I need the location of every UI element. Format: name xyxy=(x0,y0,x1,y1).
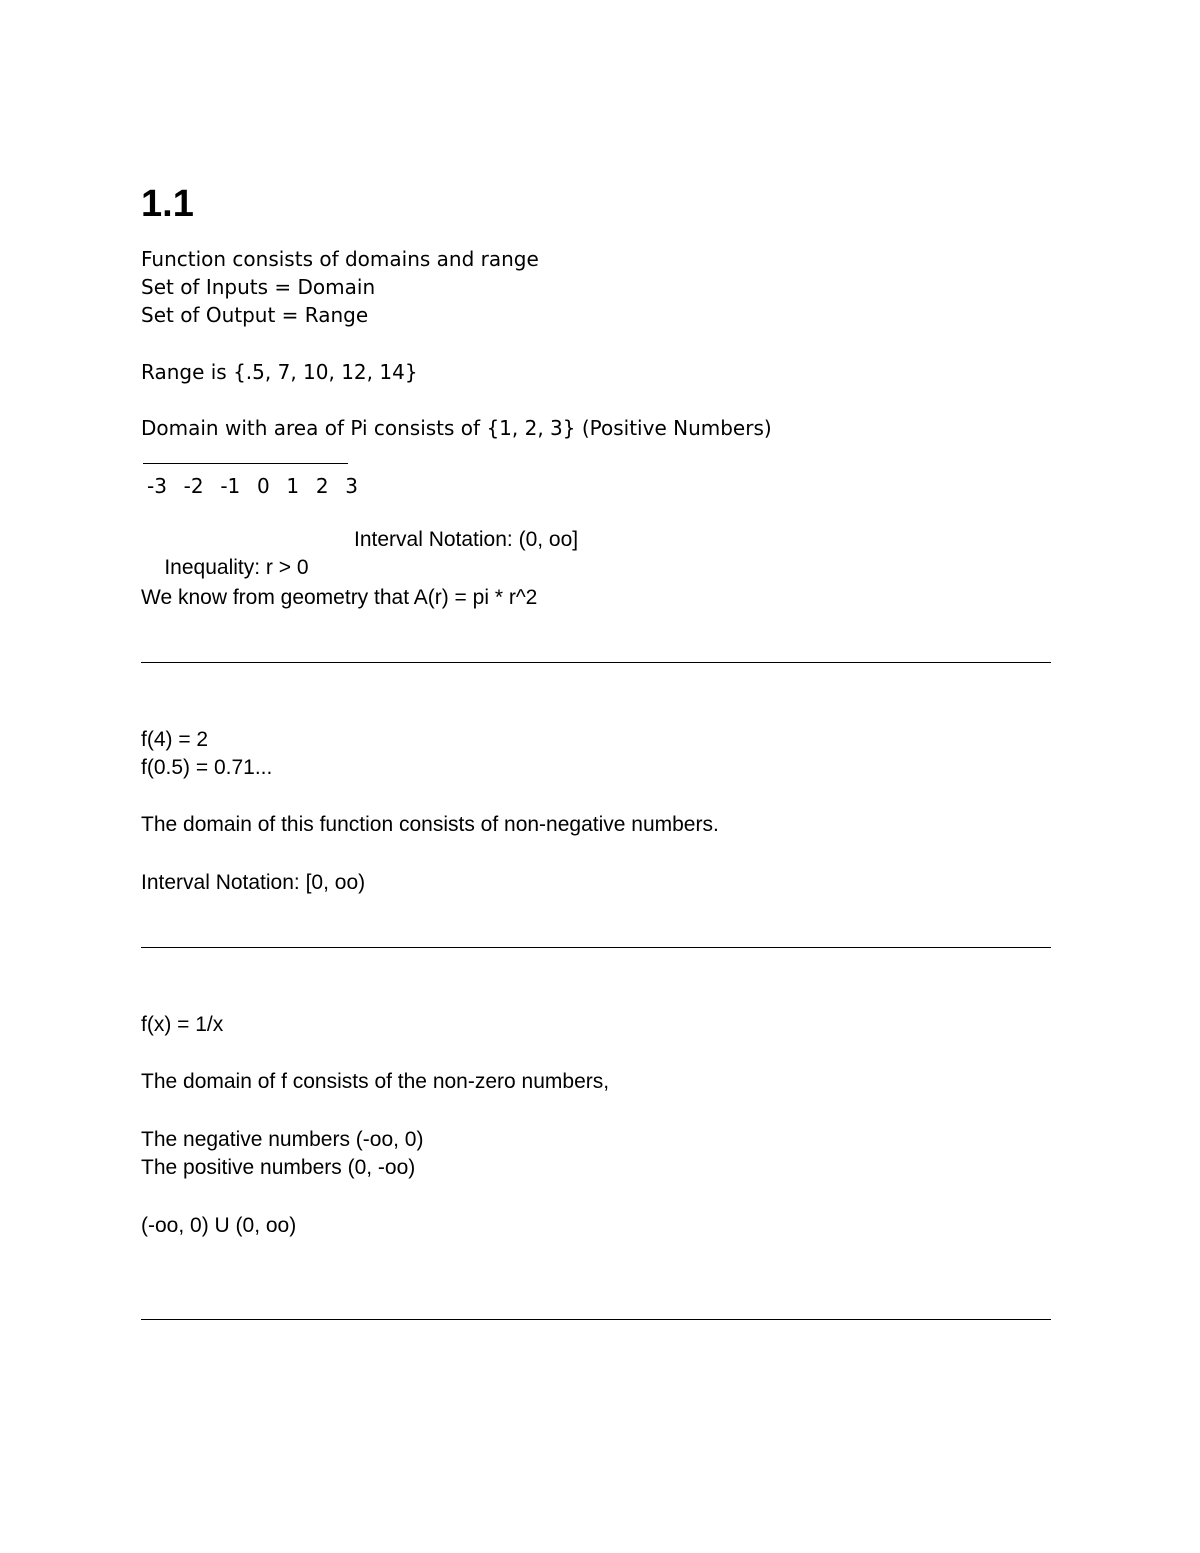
definition-line-1: Function consists of domains and range xyxy=(141,247,539,271)
definition-line-2: Set of Inputs = Domain xyxy=(141,275,376,299)
divider-3 xyxy=(141,1319,1051,1320)
divider-1 xyxy=(141,662,1051,663)
fx-line: f(x) = 1/x xyxy=(141,1013,224,1036)
domain-nonnegative-line: The domain of this function consists of non-negative numbers. xyxy=(141,813,719,836)
number-line-rule xyxy=(143,463,348,464)
positive-numbers-line: The positive numbers (0, -oo) xyxy=(141,1156,416,1179)
union-line: (-oo, 0) U (0, oo) xyxy=(141,1214,297,1237)
interval-notation-1: Interval Notation: (0, oo] xyxy=(354,528,579,551)
section-title: 1.1 xyxy=(141,183,194,225)
definition-line-3: Set of Output = Range xyxy=(141,303,369,327)
domain-nonzero-line: The domain of f consists of the non-zero numbers, xyxy=(141,1070,610,1093)
number-line-labels: -3 -2 -1 0 1 2 3 xyxy=(147,474,359,498)
interval-notation-2: Interval Notation: [0, oo) xyxy=(141,871,366,894)
negative-numbers-line: The negative numbers (-oo, 0) xyxy=(141,1128,424,1151)
range-line: Range is {.5, 7, 10, 12, 14} xyxy=(141,360,418,384)
inequality-text: Inequality: r > 0 xyxy=(164,556,309,579)
domain-line: Domain with area of Pi consists of {1, 2, 3} (Positive Numbers) xyxy=(141,416,772,440)
f4-line: f(4) = 2 xyxy=(141,728,209,751)
geometry-line: We know from geometry that A(r) = pi * r^2 xyxy=(141,586,538,609)
f05-line: f(0.5) = 0.71... xyxy=(141,756,273,779)
divider-2 xyxy=(141,947,1051,948)
